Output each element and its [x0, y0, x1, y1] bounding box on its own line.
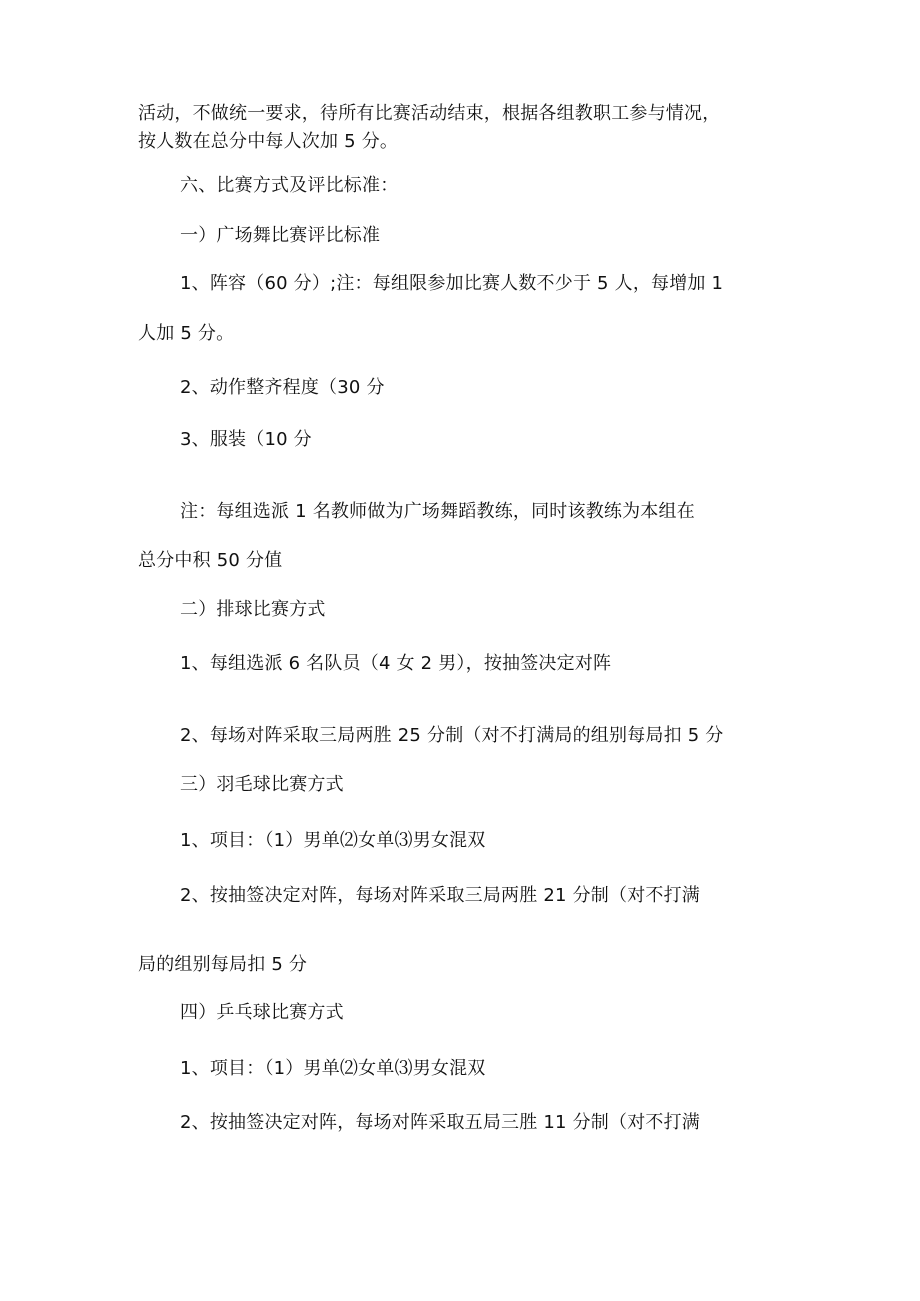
paragraph-line: 局的组别每局扣 5 分	[138, 954, 308, 975]
subsection-heading: 一）广场舞比赛评比标准	[180, 225, 381, 246]
note-line: 注：每组选派 1 名教师做为广场舞蹈教练，同时该教练为本组在	[180, 501, 695, 522]
paragraph-line: 1、项目：（1）男单⑵女单⑶男女混双	[180, 830, 486, 851]
paragraph-line: 活动，不做统一要求，待所有比赛活动结束，根据各组教职工参与情况，	[138, 103, 721, 124]
paragraph-line: 按人数在总分中每人次加 5 分。	[138, 131, 399, 152]
subsection-heading: 四）乒乓球比赛方式	[180, 1002, 344, 1023]
paragraph-line: 3、服装（10 分	[180, 429, 312, 450]
paragraph-line: 2、按抽签决定对阵，每场对阵采取三局两胜 21 分制（对不打满	[180, 885, 700, 906]
paragraph-line: 2、按抽签决定对阵，每场对阵采取五局三胜 11 分制（对不打满	[180, 1112, 700, 1133]
paragraph-line: 人加 5 分。	[138, 323, 235, 344]
paragraph-line: 2、每场对阵采取三局两胜 25 分制（对不打满局的组别每局扣 5 分	[180, 725, 724, 746]
paragraph-line: 1、项目：（1）男单⑵女单⑶男女混双	[180, 1058, 486, 1079]
subsection-heading: 三）羽毛球比赛方式	[180, 774, 344, 795]
subsection-heading: 二）排球比赛方式	[180, 599, 326, 620]
note-line: 总分中积 50 分值	[138, 550, 283, 571]
section-heading: 六、比赛方式及评比标准：	[180, 175, 399, 196]
paragraph-line: 1、阵容（60 分）;注：每组限参加比赛人数不少于 5 人，每增加 1	[180, 273, 724, 294]
paragraph-line: 1、每组选派 6 名队员（4 女 2 男），按抽签决定对阵	[180, 653, 612, 674]
paragraph-line: 2、动作整齐程度（30 分	[180, 377, 385, 398]
